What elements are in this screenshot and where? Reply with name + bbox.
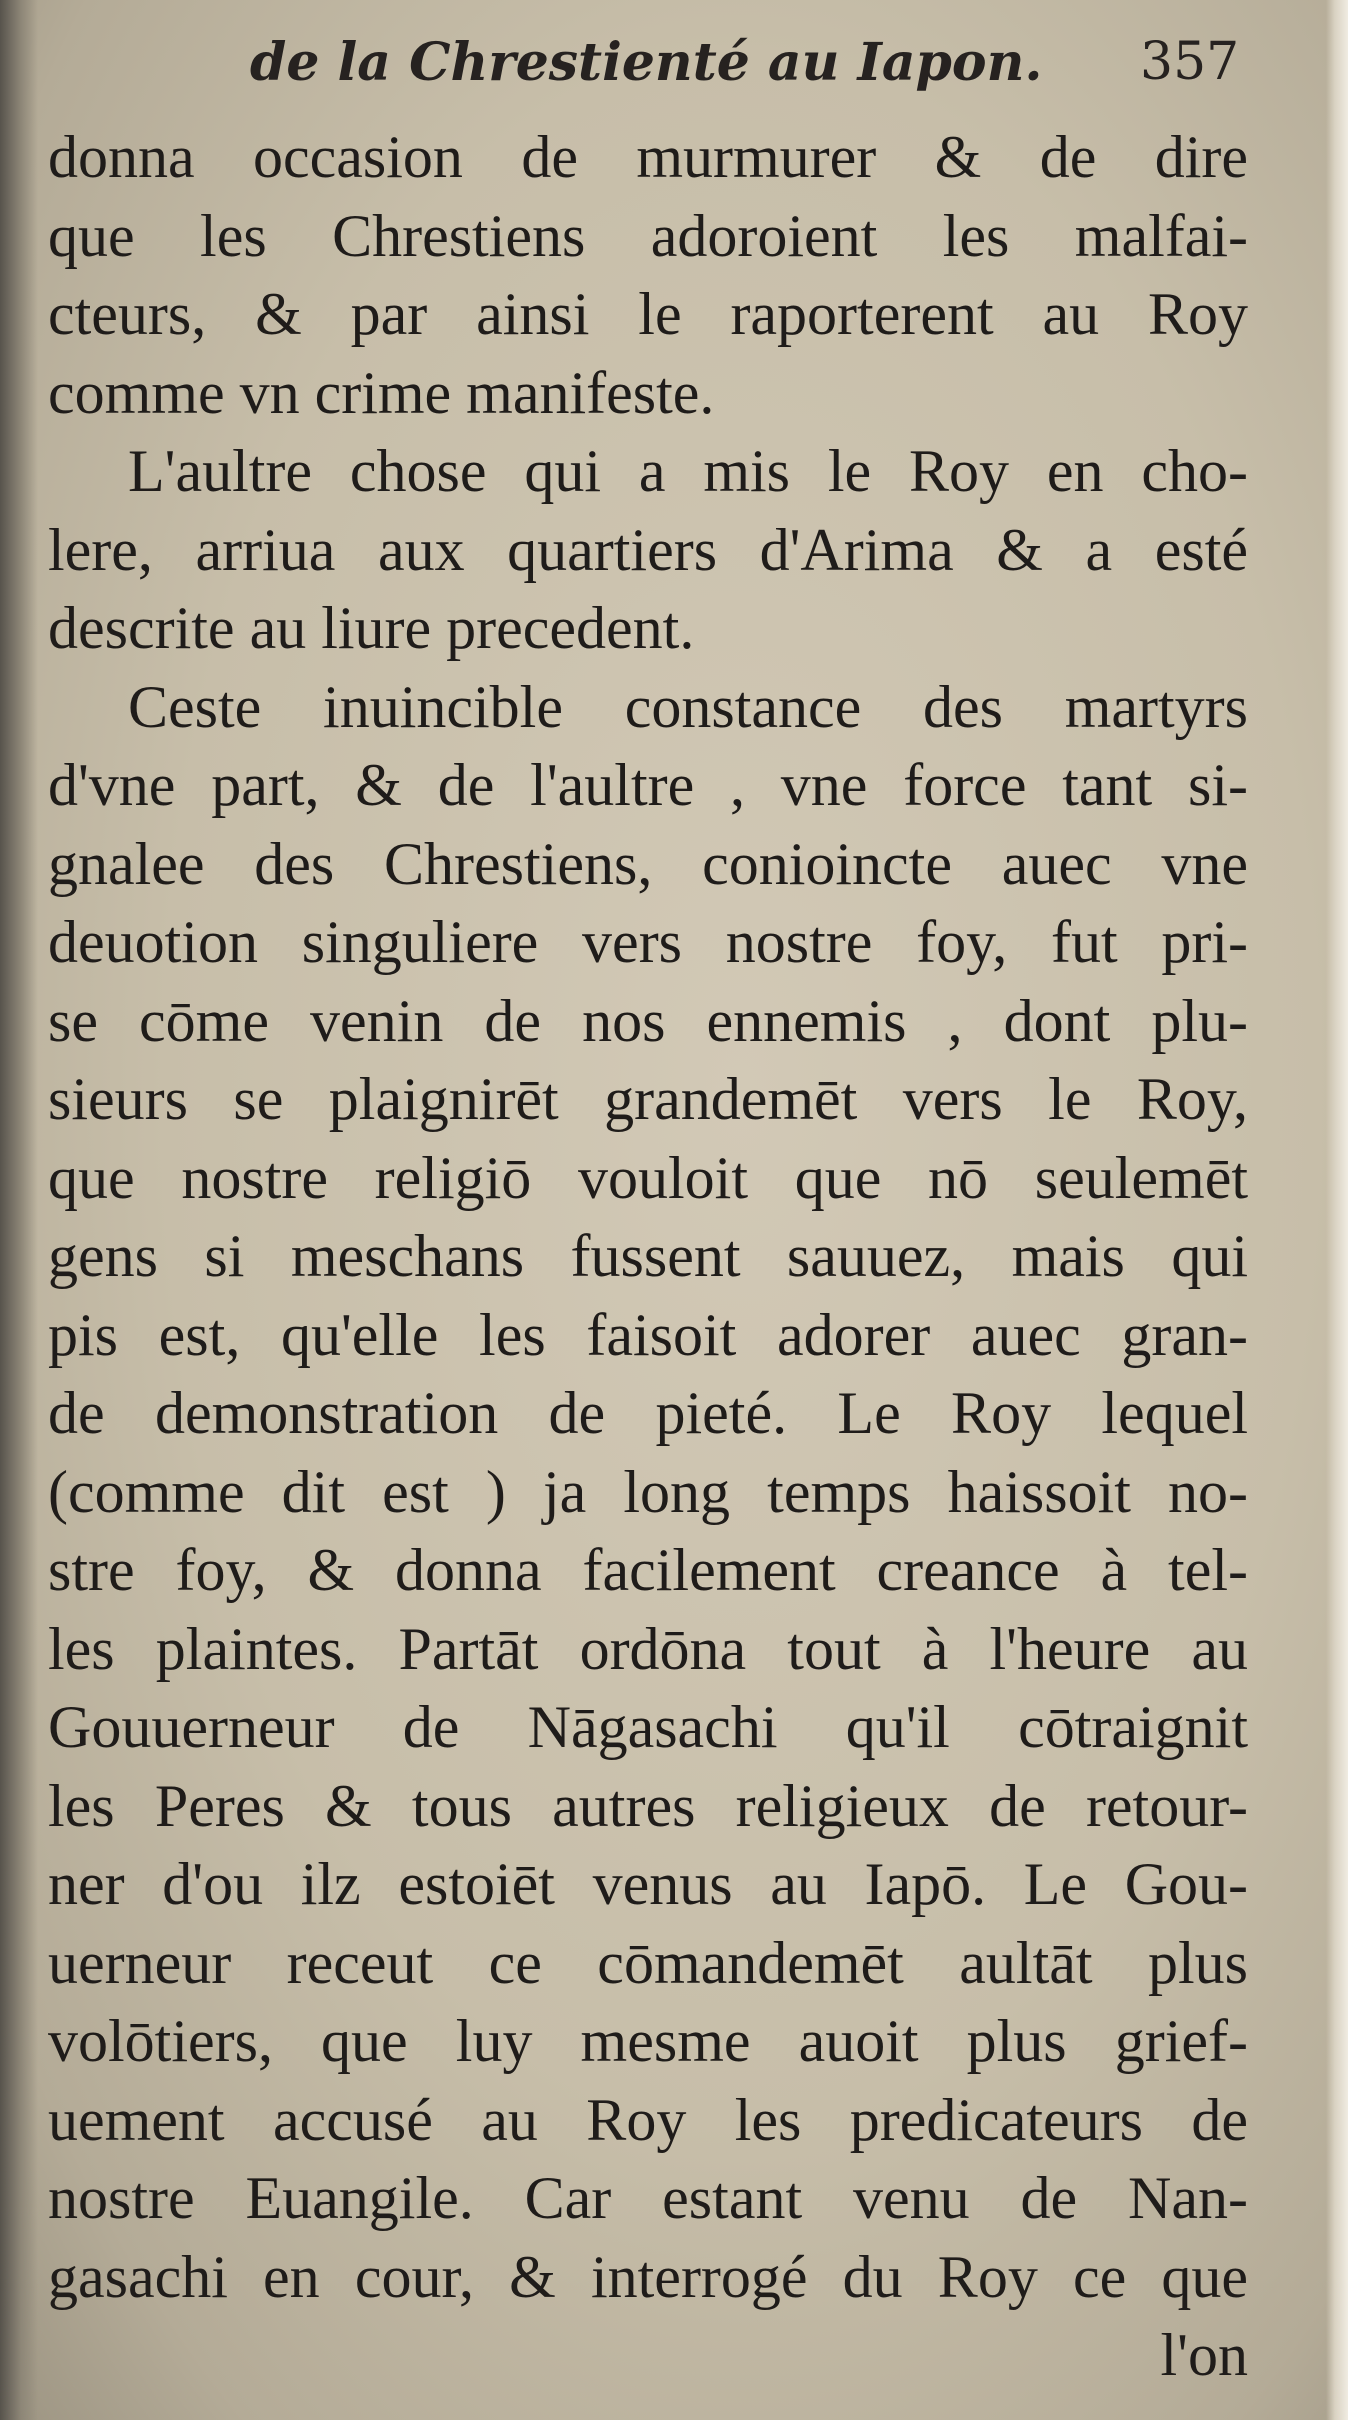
text-line: descrite au liure precedent. bbox=[48, 595, 695, 661]
running-title: de la Chrestienté au Iapon. bbox=[250, 32, 1043, 93]
text-line: comme vn crime manifeste. bbox=[48, 359, 715, 426]
text-line: (comme dit est ) ja long temps haissoit no- bbox=[48, 1458, 1248, 1525]
text-line: nostre Euangile. Car estant venu de Nan- bbox=[48, 2165, 1248, 2231]
page-number: 357 bbox=[1140, 32, 1240, 92]
text-line: uerneur receut ce cōmandemēt aultāt plus bbox=[48, 1929, 1248, 1996]
text-line: volōtiers, que luy mesme auoit plus grief- bbox=[48, 2008, 1248, 2074]
text-line: sieurs se plaignirēt grandemēt vers le Roy, bbox=[48, 1066, 1248, 1132]
text-line: stre foy, & donna facilement creance à tel- bbox=[48, 1537, 1248, 1603]
text-line: gasachi en cour, & interrogé du Roy ce que bbox=[48, 2243, 1248, 2310]
text-line: ner d'ou ilz estoiēt venus au Iapō. Le Gou- bbox=[48, 1851, 1248, 1917]
text-line: cteurs, & par ainsi le raporterent au Roy bbox=[48, 281, 1248, 347]
text-line: d'vne part, & de l'aultre , vne force tant si- bbox=[48, 752, 1248, 818]
text-line: gnalee des Chrestiens, conioincte auec vne bbox=[48, 830, 1248, 897]
text-line: deuotion singuliere vers nostre foy, fut pri- bbox=[48, 909, 1248, 975]
paragraph-first-line: L'aultre chose qui a mis le Roy en cho- bbox=[128, 438, 1248, 504]
text-line: Gouuerneur de Nāgasachi qu'il cōtraignit bbox=[48, 1694, 1248, 1760]
page-header bbox=[40, 20, 1240, 110]
text-line: que nostre religiō vouloit que nō seulemēt bbox=[48, 1144, 1248, 1211]
text-line: se cōme venin de nos ennemis , dont plu- bbox=[48, 987, 1248, 1054]
book-gutter-shadow bbox=[0, 0, 38, 2420]
text-line: que les Chrestiens adoroient les malfai- bbox=[48, 202, 1248, 269]
catchword: l'on bbox=[1160, 2322, 1248, 2388]
text-line: uement accusé au Roy les predicateurs de bbox=[48, 2086, 1248, 2153]
text-line: les Peres & tous autres religieux de retour- bbox=[48, 1772, 1248, 1839]
text-line: gens si meschans fussent sauuez, mais qui bbox=[48, 1223, 1248, 1289]
paragraph-first-line: Ceste inuincible constance des martyrs bbox=[128, 673, 1248, 740]
body-text bbox=[48, 118, 1248, 2395]
text-line: de demonstration de pieté. Le Roy lequel bbox=[48, 1380, 1248, 1446]
page-edge bbox=[1326, 0, 1348, 2420]
text-line: donna occasion de murmurer & de dire bbox=[48, 124, 1248, 190]
text-line: les plaintes. Partāt ordōna tout à l'heure au bbox=[48, 1615, 1248, 1682]
text-line: lere, arriua aux quartiers d'Arima & a esté bbox=[48, 516, 1248, 583]
text-line: pis est, qu'elle les faisoit adorer auec gran- bbox=[48, 1301, 1248, 1368]
